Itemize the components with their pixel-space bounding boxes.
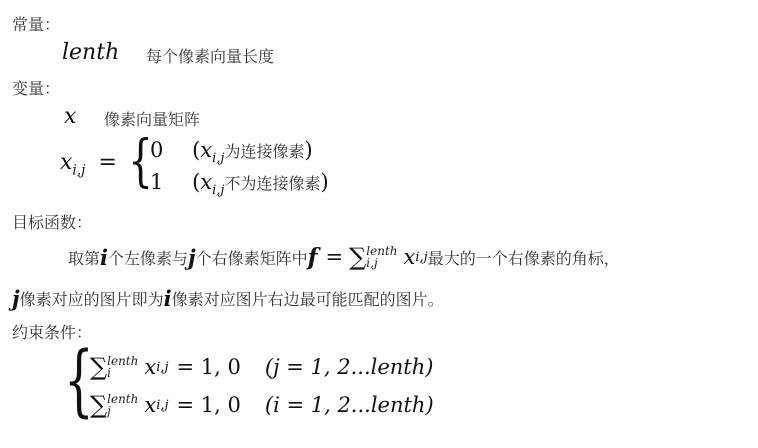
objective-line-2: j 像素对应的图片即为 i 像素对应图片右边最可能匹配的图片。 [12,285,444,311]
objective-line-1: 取第 i 个左像素与 j 个右像素矩阵中 f = ∑ lenth i,j x i,j 最大的一个右像素的角标， [68,243,620,271]
case-2-value: 1 [150,170,164,194]
lenth-symbol: lenth [62,40,120,65]
constraint-1: ∑ lenth i x i,j = 1, 0 (j = 1, 2...lenth) [90,353,434,381]
f-symbol: f [307,243,318,271]
xij-definition [60,150,117,178]
case-1-value: 0 [150,138,164,162]
constraints-brace: { [64,336,94,426]
equals-sign: = [98,150,117,175]
case-2-note: 不为连接像素 [224,174,321,193]
variables-heading: 变量： [12,79,61,98]
constraints-heading: 约束条件： [12,323,93,342]
sum-symbol: ∑ [349,243,367,271]
left-brace: { [128,129,153,194]
constants-heading: 常量： [12,15,61,34]
objective-heading: 目标函数： [12,213,93,232]
case-2: 1 ($x_{i,j}$不为连接像素) [150,170,329,199]
case-1: 0 ($x_{i,j}$为连接像素) [150,138,313,167]
x-symbol: x [64,104,77,129]
lenth-description: 每个像素向量长度 [146,47,275,66]
x-description: 像素向量矩阵 [104,110,201,129]
constraint-2: ∑ lenth j x i,j = 1, 0 (i = 1, 2...lenth) [90,391,434,419]
xij-subscript: i,j [72,162,86,179]
case-1-note: 为连接像素 [224,142,305,161]
xij-base: x [60,150,73,175]
